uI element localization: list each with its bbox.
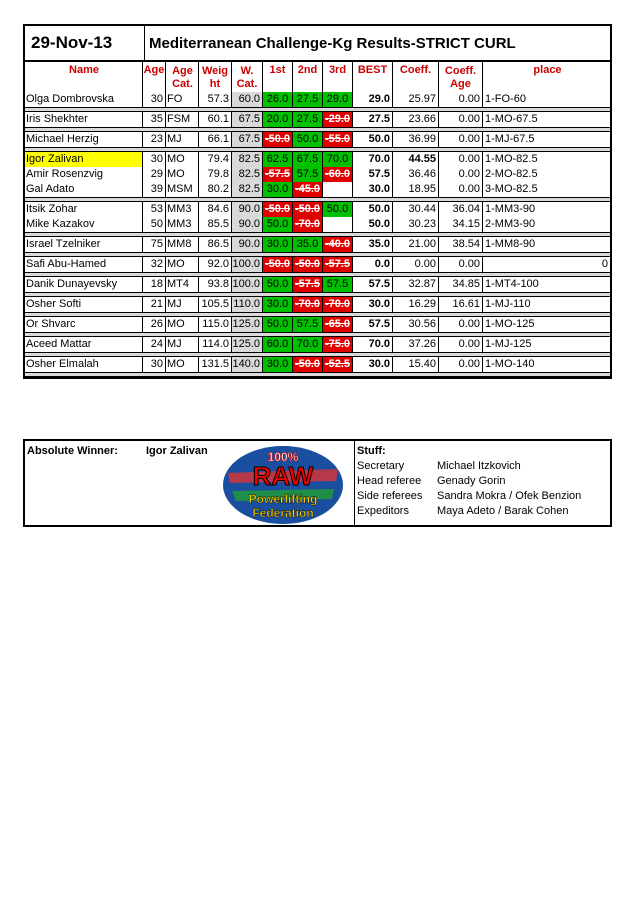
table-row: [25, 357, 610, 372]
results-body: [25, 92, 610, 377]
weightcat-cell: 90.0: [232, 237, 263, 252]
attempt3-cell: -29.0: [323, 112, 353, 127]
absolute-winner-box: [25, 441, 355, 525]
weightcat-cell: 125.0: [232, 337, 263, 352]
coeff-cell: 30.44: [393, 202, 439, 217]
agecat-cell: MO: [166, 357, 199, 372]
agecat-cell: MJ: [166, 337, 199, 352]
weight-cell: 79.8: [199, 167, 232, 182]
weight-cell: 115.0: [199, 317, 232, 332]
agecat-cell: MSM: [166, 182, 199, 197]
weightcat-cell: 60.0: [232, 92, 263, 107]
attempt3-cell: 70.0: [323, 152, 353, 167]
weightcat-cell: 90.0: [232, 202, 263, 217]
agecat-cell: MM3: [166, 217, 199, 232]
raw-powerlifting-logo: [218, 443, 348, 527]
attempt1-cell: 30.0: [263, 182, 293, 197]
coeff-age-cell: 0.00: [439, 182, 483, 197]
staff-role: Expeditors: [357, 505, 409, 517]
col-wcat-l2: Cat.: [236, 78, 258, 90]
coeff-cell: 15.40: [393, 357, 439, 372]
weight-cell: 131.5: [199, 357, 232, 372]
col-third-header: 3rd: [323, 62, 353, 92]
name-cell: Itsik Zohar: [25, 202, 143, 217]
coeff-cell: 32.87: [393, 277, 439, 292]
attempt1-cell: 62.5: [263, 152, 293, 167]
place-cell: 3-MO-82.5: [485, 183, 538, 195]
attempt2-cell: -50.0: [293, 357, 323, 372]
weightcat-cell: 67.5: [232, 112, 263, 127]
place-cell: 1-MM8-90: [485, 238, 536, 250]
col-wcat-l1: W.: [240, 65, 254, 77]
attempt1-cell: 60.0: [263, 337, 293, 352]
name-cell: Osher Softi: [25, 297, 143, 312]
weightcat-cell: 82.5: [232, 152, 263, 167]
attempt1-cell: 50.0: [263, 317, 293, 332]
place-cell: 1-MM3-90: [485, 203, 536, 215]
coeff-age-cell: 0.00: [439, 132, 483, 147]
col-coeff-header: Coeff.: [393, 62, 439, 92]
weight-cell: 92.0: [199, 257, 232, 272]
col-place-header: place: [533, 64, 562, 76]
best-cell: 30.0: [353, 297, 393, 312]
attempt3-cell: 57.5: [323, 277, 353, 292]
agecat-cell: FSM: [166, 112, 199, 127]
logo-text-3: Powerlifting: [248, 492, 318, 506]
name-cell: Israel Tzelniker: [25, 237, 143, 252]
attempt3-cell: -55.0: [323, 132, 353, 147]
col-name-header: Name: [25, 62, 143, 92]
name-cell: Mike Kazakov: [25, 217, 143, 232]
place-cell: 1-MO-125: [485, 318, 535, 330]
staff-row: [357, 474, 608, 489]
name-cell: Amir Rosenzvig: [25, 167, 143, 182]
attempt2-cell: 35.0: [293, 237, 323, 252]
table-row: [25, 237, 610, 252]
attempt3-cell: -52.5: [323, 357, 353, 372]
name-cell: Aceed Mattar: [25, 337, 143, 352]
best-cell: 50.0: [353, 132, 393, 147]
coeff-age-cell: 36.04: [439, 202, 483, 217]
weightcat-cell: 67.5: [232, 132, 263, 147]
agecat-cell: MM3: [166, 202, 199, 217]
age-cell: 21: [143, 297, 166, 312]
best-cell: 30.0: [353, 357, 393, 372]
col-age-header: Age: [143, 62, 166, 92]
coeff-age-cell: 34.85: [439, 277, 483, 292]
event-date: 29-Nov-13: [25, 26, 145, 60]
table-row: [25, 202, 610, 217]
coeff-cell: 37.26: [393, 337, 439, 352]
table-row: [25, 182, 610, 197]
age-cell: 35: [143, 112, 166, 127]
col-wcat-header: [232, 62, 263, 92]
attempt1-cell: 26.0: [263, 92, 293, 107]
place-cell: 1-MJ-125: [485, 338, 532, 350]
age-cell: 75: [143, 237, 166, 252]
attempt3-cell: -75.0: [323, 337, 353, 352]
coeff-cell: 30.56: [393, 317, 439, 332]
coeff-age-cell: 0.00: [439, 152, 483, 167]
staff-person: Maya Adeto / Barak Cohen: [437, 505, 569, 517]
weight-cell: 57.3: [199, 92, 232, 107]
logo-text-4: Federation: [252, 506, 314, 520]
attempt2-cell: 67.5: [293, 152, 323, 167]
name-cell: Michael Herzig: [25, 132, 143, 147]
attempt3-cell: -57.5: [323, 257, 353, 272]
attempt2-cell: -57.5: [293, 277, 323, 292]
col-weight-header: [199, 62, 232, 92]
weightcat-cell: 125.0: [232, 317, 263, 332]
coeff-cell: 30.23: [393, 217, 439, 232]
logo-text-1: 100%: [267, 450, 299, 464]
attempt2-cell: 27.5: [293, 92, 323, 107]
weight-cell: 86.5: [199, 237, 232, 252]
coeff-cell: 23.66: [393, 112, 439, 127]
attempt2-cell: -45.0: [293, 182, 323, 197]
table-row: [25, 167, 610, 182]
staff-role: Head referee: [357, 475, 422, 487]
table-row: [25, 217, 610, 232]
best-cell: 0.0: [353, 257, 393, 272]
weightcat-cell: 140.0: [232, 357, 263, 372]
staff-title: Stuff:: [357, 445, 386, 457]
col-coeffage-header: [439, 62, 483, 92]
col-agecat-header: [166, 62, 199, 92]
place-cell: 1-MT4-100: [485, 278, 539, 290]
name-cell: Olga Dombrovska: [25, 92, 143, 107]
attempt2-cell: 57.5: [293, 167, 323, 182]
agecat-cell: MO: [166, 152, 199, 167]
header-row: [25, 62, 610, 92]
place-cell: 1-MJ-67.5: [485, 133, 535, 145]
weightcat-cell: 110.0: [232, 297, 263, 312]
coeff-cell: 21.00: [393, 237, 439, 252]
attempt1-cell: -50.0: [263, 257, 293, 272]
best-cell: 30.0: [353, 182, 393, 197]
weight-cell: 93.8: [199, 277, 232, 292]
staff-person: Genady Gorin: [437, 475, 506, 487]
coeff-cell: 44.55: [393, 152, 439, 167]
best-cell: 70.0: [353, 152, 393, 167]
name-cell: Or Shvarc: [25, 317, 143, 332]
place-cell: 1-FO-60: [485, 93, 526, 105]
staff-row: [357, 504, 608, 519]
best-cell: 50.0: [353, 217, 393, 232]
place-cell: 2-MO-82.5: [485, 168, 538, 180]
attempt2-cell: -70.0: [293, 297, 323, 312]
coeff-age-cell: 0.00: [439, 92, 483, 107]
place-cell: 2-MM3-90: [485, 218, 536, 230]
staff-role: Side referees: [357, 490, 423, 502]
table-row: [25, 277, 610, 292]
best-cell: 57.5: [353, 317, 393, 332]
weight-cell: 114.0: [199, 337, 232, 352]
col-weight-l1: Weig: [201, 65, 229, 77]
age-cell: 29: [143, 167, 166, 182]
attempt3-cell: 29.0: [323, 92, 353, 107]
coeff-age-cell: 0.00: [439, 112, 483, 127]
staff-list: [357, 459, 608, 519]
place-cell: 0: [601, 258, 608, 270]
staff-box: [355, 441, 610, 525]
table-row: [25, 112, 610, 127]
weight-cell: 80.2: [199, 182, 232, 197]
col-weight-l2: ht: [209, 78, 221, 90]
attempt2-cell: -50.0: [293, 257, 323, 272]
table-row: [25, 297, 610, 312]
attempt3-cell: [323, 217, 353, 232]
coeff-age-cell: 0.00: [439, 317, 483, 332]
col-best-header: BEST: [353, 62, 393, 92]
age-cell: 24: [143, 337, 166, 352]
col-coeffage-l2: Age: [450, 78, 471, 90]
attempt2-cell: 57.5: [293, 317, 323, 332]
coeff-age-cell: 34.15: [439, 217, 483, 232]
footer-panel: [23, 439, 612, 527]
staff-role: Secretary: [357, 460, 405, 472]
weightcat-cell: 90.0: [232, 217, 263, 232]
age-cell: 26: [143, 317, 166, 332]
weight-cell: 66.1: [199, 132, 232, 147]
age-cell: 18: [143, 277, 166, 292]
coeff-age-cell: 38.54: [439, 237, 483, 252]
place-cell: 1-MO-67.5: [485, 113, 538, 125]
age-cell: 32: [143, 257, 166, 272]
agecat-cell: FO: [166, 92, 199, 107]
age-cell: 30: [143, 357, 166, 372]
age-cell: 39: [143, 182, 166, 197]
place-cell: 1-MO-82.5: [485, 153, 538, 165]
title-row: [23, 24, 612, 62]
age-cell: 53: [143, 202, 166, 217]
name-cell: Gal Adato: [25, 182, 143, 197]
best-cell: 57.5: [353, 167, 393, 182]
weight-cell: 84.6: [199, 202, 232, 217]
attempt2-cell: -50.0: [293, 202, 323, 217]
col-second-header: 2nd: [293, 62, 323, 92]
attempt3-cell: -65.0: [323, 317, 353, 332]
agecat-cell: MJ: [166, 132, 199, 147]
weight-cell: 85.5: [199, 217, 232, 232]
best-cell: 70.0: [353, 337, 393, 352]
weight-cell: 60.1: [199, 112, 232, 127]
attempt2-cell: 50.0: [293, 132, 323, 147]
place-cell: 1-MO-140: [485, 358, 535, 370]
table-row: [25, 317, 610, 332]
weight-cell: 105.5: [199, 297, 232, 312]
attempt1-cell: -50.0: [263, 132, 293, 147]
weightcat-cell: 100.0: [232, 277, 263, 292]
weightcat-cell: 82.5: [232, 167, 263, 182]
absolute-winner-label: Absolute Winner:: [27, 445, 118, 457]
table-row: [25, 257, 610, 272]
coeff-cell: 36.99: [393, 132, 439, 147]
age-cell: 30: [143, 152, 166, 167]
agecat-cell: MJ: [166, 297, 199, 312]
agecat-cell: MT4: [166, 277, 199, 292]
event-title: Mediterranean Challenge-Kg Results-STRICT CURL: [149, 34, 516, 52]
attempt3-cell: [323, 182, 353, 197]
best-cell: 27.5: [353, 112, 393, 127]
place-cell: 1-MJ-110: [485, 298, 531, 310]
agecat-cell: MO: [166, 167, 199, 182]
staff-row: [357, 459, 608, 474]
coeff-age-cell: 0.00: [439, 167, 483, 182]
agecat-cell: MO: [166, 317, 199, 332]
col-agecat-l2: Cat.: [172, 78, 193, 90]
table-row: [25, 152, 610, 167]
table-row: [25, 92, 610, 107]
coeff-age-cell: 0.00: [439, 257, 483, 272]
attempt1-cell: -57.5: [263, 167, 293, 182]
best-cell: 57.5: [353, 277, 393, 292]
attempt3-cell: 50.0: [323, 202, 353, 217]
col-agecat-l1: Age: [172, 65, 193, 77]
col-first-header: 1st: [263, 62, 293, 92]
attempt2-cell: 27.5: [293, 112, 323, 127]
staff-person: Michael Itzkovich: [437, 460, 521, 472]
table-row: [25, 337, 610, 352]
age-cell: 50: [143, 217, 166, 232]
attempt1-cell: 30.0: [263, 357, 293, 372]
name-cell: Osher Elmalah: [25, 357, 143, 372]
coeff-age-cell: 0.00: [439, 357, 483, 372]
attempt1-cell: 50.0: [263, 277, 293, 292]
logo-text-2: RAW: [252, 461, 314, 491]
row-separator: [25, 372, 610, 377]
results-sheet: [23, 24, 612, 379]
best-cell: 50.0: [353, 202, 393, 217]
name-cell: Igor Zalivan: [25, 152, 143, 167]
results-table: [23, 62, 612, 379]
age-cell: 30: [143, 92, 166, 107]
weight-cell: 79.4: [199, 152, 232, 167]
coeff-age-cell: 16.61: [439, 297, 483, 312]
attempt2-cell: -70.0: [293, 217, 323, 232]
attempt3-cell: -70.0: [323, 297, 353, 312]
table-row: [25, 132, 610, 147]
coeff-age-cell: 0.00: [439, 337, 483, 352]
coeff-cell: 16.29: [393, 297, 439, 312]
coeff-cell: 25.97: [393, 92, 439, 107]
coeff-cell: 18.95: [393, 182, 439, 197]
attempt1-cell: 30.0: [263, 297, 293, 312]
staff-person: Sandra Mokra / Ofek Benzion: [437, 490, 582, 502]
best-cell: 29.0: [353, 92, 393, 107]
attempt3-cell: -40.0: [323, 237, 353, 252]
col-coeffage-l1: Coeff.: [444, 65, 477, 77]
name-cell: Safi Abu-Hamed: [25, 257, 143, 272]
name-cell: Danik Dunayevsky: [25, 277, 143, 292]
best-cell: 35.0: [353, 237, 393, 252]
agecat-cell: MM8: [166, 237, 199, 252]
attempt1-cell: 30.0: [263, 237, 293, 252]
attempt1-cell: -50.0: [263, 202, 293, 217]
staff-row: [357, 489, 608, 504]
coeff-cell: 36.46: [393, 167, 439, 182]
attempt2-cell: 70.0: [293, 337, 323, 352]
weightcat-cell: 100.0: [232, 257, 263, 272]
agecat-cell: MO: [166, 257, 199, 272]
weightcat-cell: 82.5: [232, 182, 263, 197]
name-cell: Iris Shekhter: [25, 112, 143, 127]
absolute-winner-name: Igor Zalivan: [146, 445, 208, 457]
attempt1-cell: 20.0: [263, 112, 293, 127]
attempt1-cell: 50.0: [263, 217, 293, 232]
age-cell: 23: [143, 132, 166, 147]
attempt3-cell: -60.0: [323, 167, 353, 182]
coeff-cell: 0.00: [393, 257, 439, 272]
